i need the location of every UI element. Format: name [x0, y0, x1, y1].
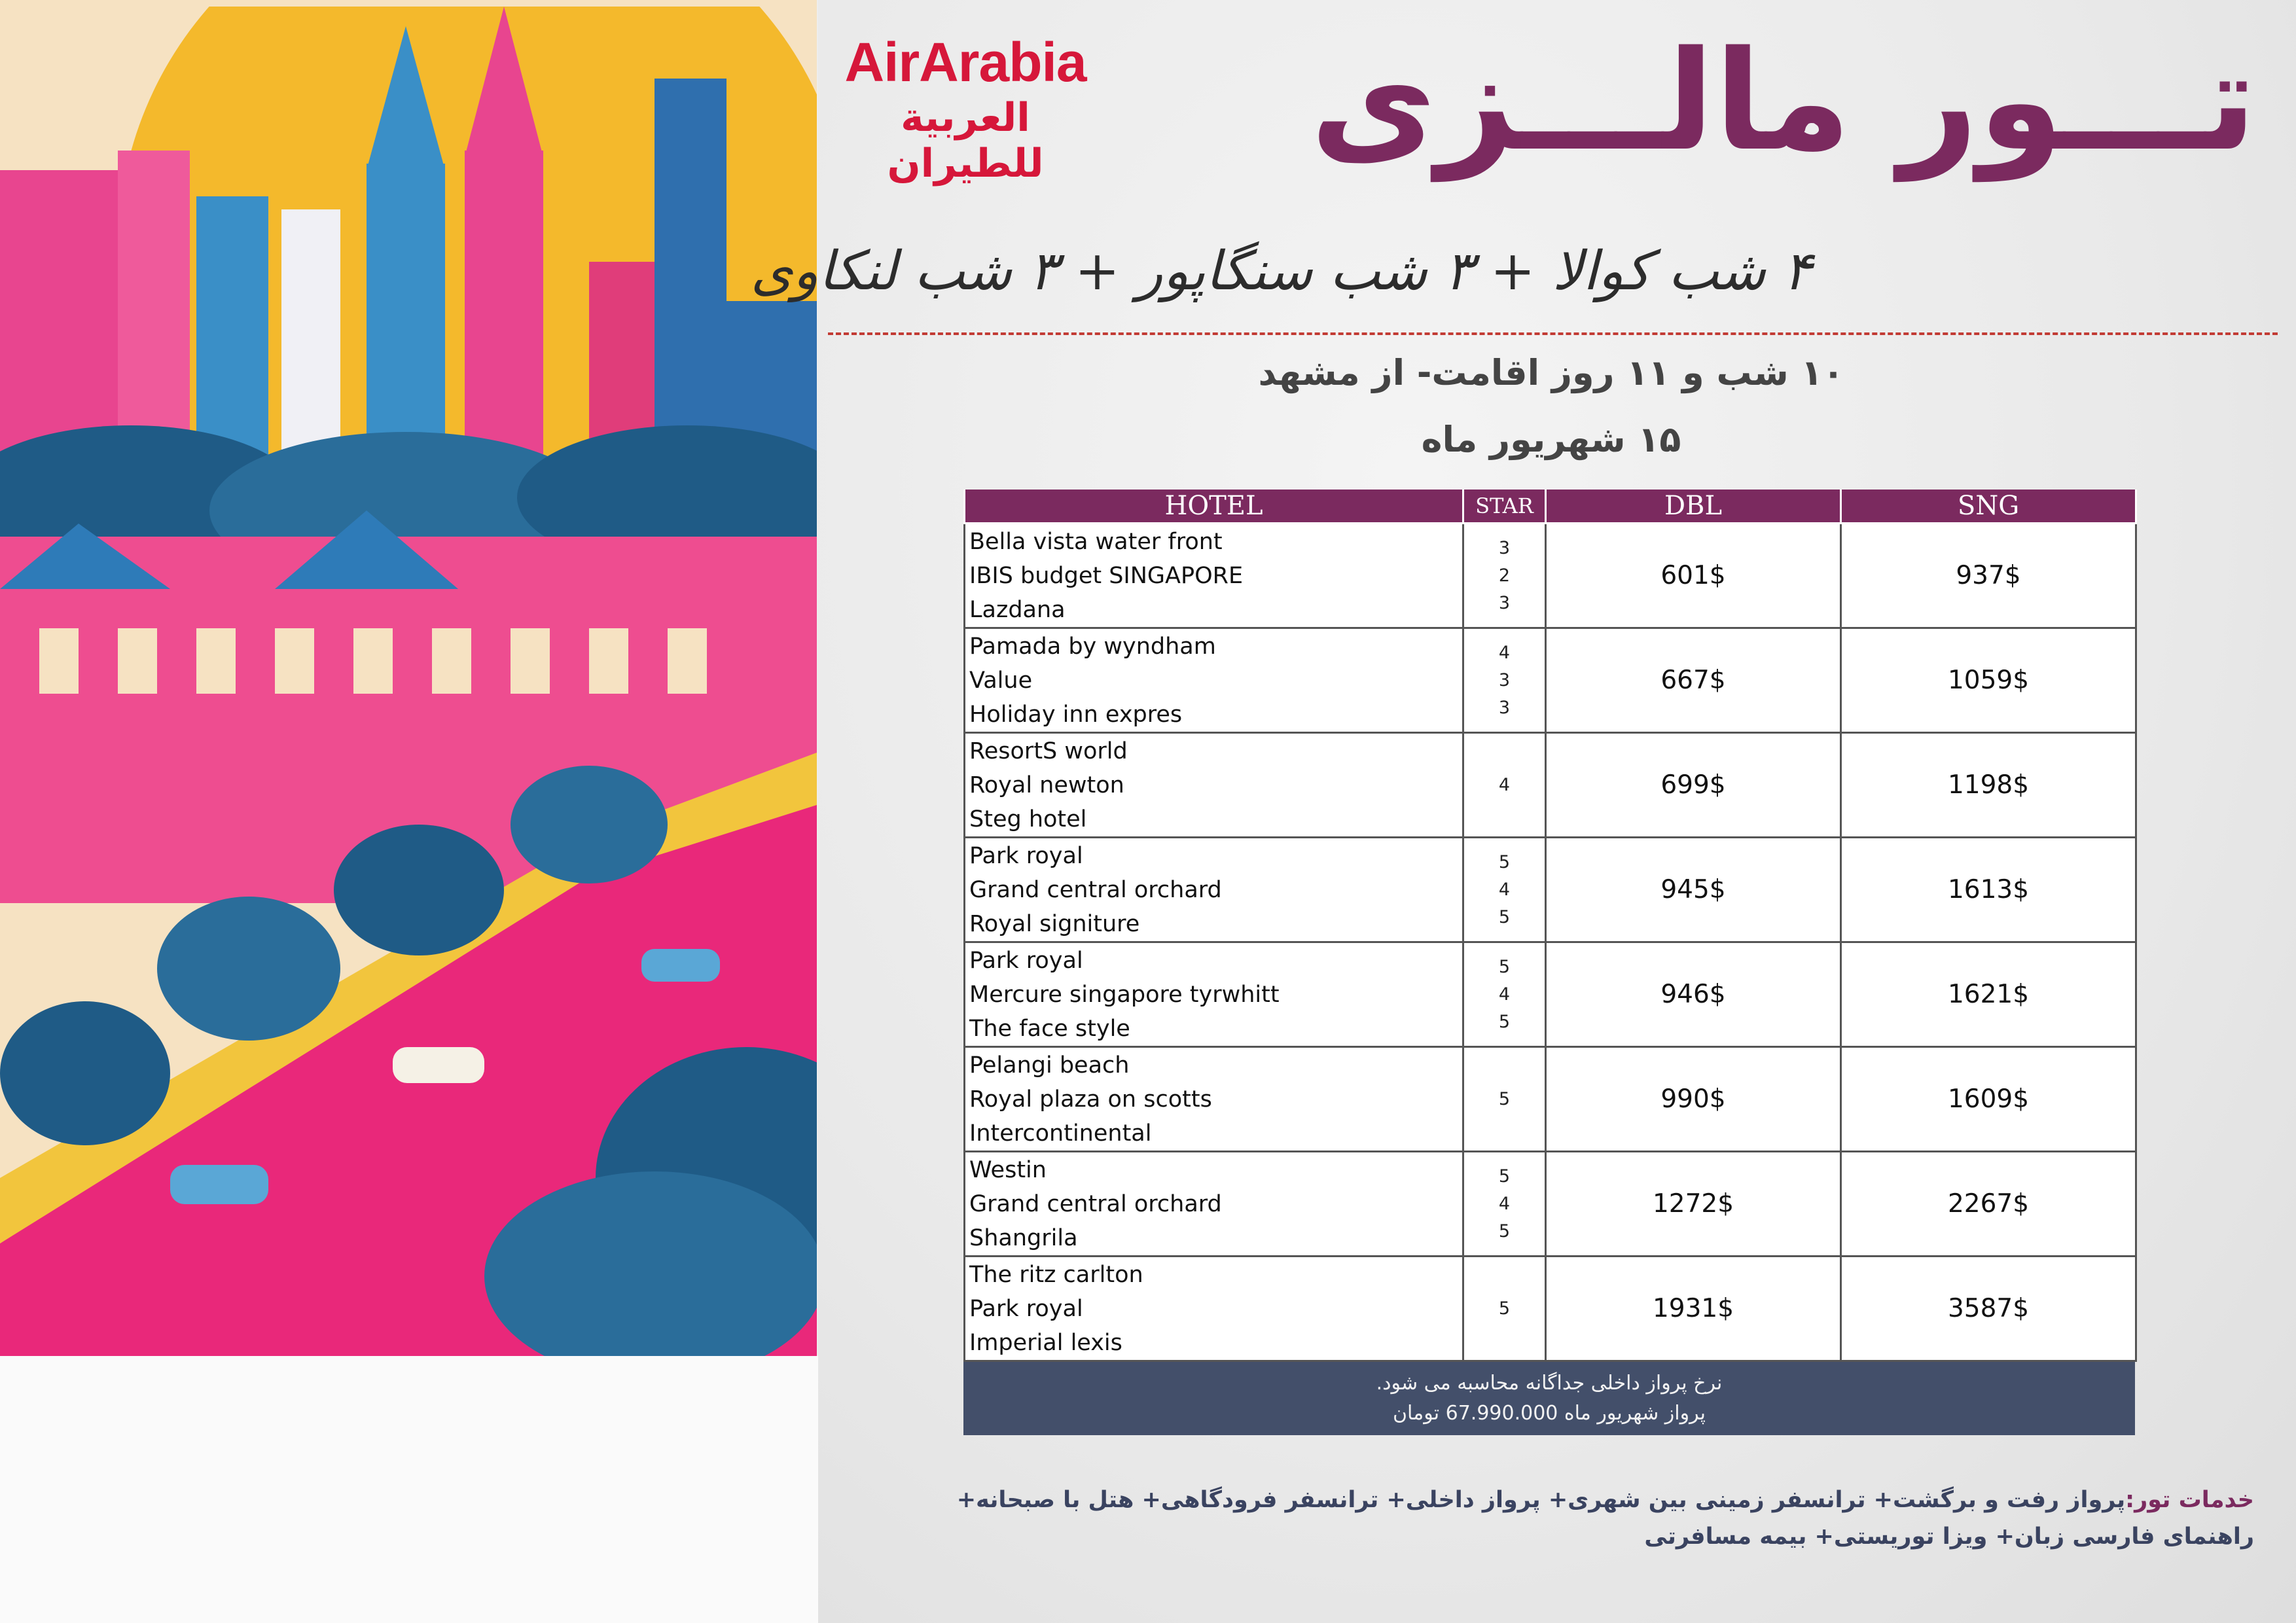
table-row: [965, 838, 2136, 942]
hotel-name: Intercontinental: [969, 1120, 1152, 1147]
hotel-name: Value: [969, 667, 1033, 694]
hotel-name: Mercure singapore tyrwhitt: [969, 981, 1280, 1008]
sng-price: 1059$: [1841, 628, 2136, 733]
hotel-cell: [965, 942, 1463, 1047]
header-hotel: HOTEL: [965, 490, 1463, 524]
hotel-cell: [965, 1047, 1463, 1152]
dbl-price: 1272$: [1546, 1152, 1841, 1257]
note-line-domestic: نرخ پرواز داخلی جداگانه محاسبه می شود.: [1376, 1372, 1723, 1395]
hotel-name: Royal plaza on scotts: [969, 1086, 1212, 1113]
sng-price: 937$: [1841, 524, 2136, 628]
hotel-name: Bella vista water front: [969, 528, 1223, 555]
table-row: [965, 733, 2136, 838]
star-cell: [1463, 628, 1546, 733]
header-star: STAR: [1463, 490, 1546, 524]
hotel-name: Steg hotel: [969, 806, 1087, 832]
star-rating: 4: [1498, 774, 1511, 795]
hotel-name: IBIS budget SINGAPORE: [969, 562, 1244, 589]
sng-price: 1198$: [1841, 733, 2136, 838]
star-rating: 4: [1498, 879, 1511, 900]
star-rating: 5: [1498, 1298, 1511, 1319]
tour-services: [880, 1482, 2254, 1555]
hotel-name: ResortS world: [969, 738, 1128, 764]
dbl-price: 699$: [1546, 733, 1841, 838]
table-row: [965, 524, 2136, 628]
star-rating: 5: [1498, 956, 1511, 977]
sng-price: 1621$: [1841, 942, 2136, 1047]
star-rating: 3: [1498, 537, 1511, 558]
star-rating: 5: [1498, 851, 1511, 872]
hotel-name: Royal signiture: [969, 910, 1140, 937]
star-rating: 5: [1498, 906, 1511, 927]
hotel-name: Pamada by wyndham: [969, 633, 1216, 660]
star-rating: 3: [1498, 592, 1511, 613]
hotel-cell: [965, 1152, 1463, 1257]
logo-english: AirArabia: [844, 31, 1086, 93]
hotel-cell: [965, 838, 1463, 942]
flight-note: [963, 1362, 2135, 1435]
dbl-price: 990$: [1546, 1047, 1841, 1152]
star-cell: [1463, 1152, 1546, 1257]
table-row: [965, 942, 2136, 1047]
star-rating: 2: [1498, 565, 1511, 586]
tour-itinerary: ۴ شب کوالا + ۳ شب سنگاپور + ۳ شب لنکاوی: [750, 240, 1812, 302]
hotel-name: Pelangi beach: [969, 1052, 1130, 1079]
hotel-name: Holiday inn expres: [969, 701, 1183, 728]
star-rating: 3: [1498, 697, 1511, 718]
table-row: [965, 1257, 2136, 1361]
hotel-name: Grand central orchard: [969, 876, 1222, 903]
airline-logo: [844, 29, 1086, 187]
hotel-name: Shangrila: [969, 1224, 1078, 1251]
star-cell: [1463, 733, 1546, 838]
logo-arabic: العربية للطيران: [887, 95, 1044, 187]
price-table: [963, 490, 2135, 1435]
hotel-name: Park royal: [969, 1295, 1083, 1322]
blank-area: [0, 1356, 818, 1623]
star-rating: 5: [1498, 1221, 1511, 1241]
star-cell: [1463, 838, 1546, 942]
star-cell: [1463, 1257, 1546, 1361]
sng-price: 1609$: [1841, 1047, 2136, 1152]
tour-duration: ۱۰ شب و ۱۱ روز اقامت- از مشهد: [1258, 352, 1844, 393]
hotel-name: Westin: [969, 1156, 1047, 1183]
star-rating: 4: [1498, 642, 1511, 663]
star-rating: 5: [1498, 1088, 1511, 1109]
sng-price: 2267$: [1841, 1152, 2136, 1257]
sng-price: 1613$: [1841, 838, 2136, 942]
city-illustration: [0, 0, 817, 1356]
dbl-price: 601$: [1546, 524, 1841, 628]
hotel-name: Lazdana: [969, 596, 1066, 623]
dashed-divider: [828, 332, 2278, 335]
table-row: [965, 628, 2136, 733]
hotel-name: The face style: [969, 1015, 1130, 1042]
services-text: پرواز رفت و برگشت+ ترانسفر زمینی بین شهری+ پرواز داخلی+ ترانسفر فرودگاهی+ هتل با صبحانه+ راهنمای فارسی زبان+ ویزا توریستی+ بیمه مسافرتی: [956, 1487, 2254, 1550]
hotel-cell: [965, 524, 1463, 628]
hotel-name: Park royal: [969, 947, 1083, 974]
star-cell: [1463, 942, 1546, 1047]
page-title: تـــور مالـــزی: [1310, 21, 2257, 181]
tour-date: ۱۵ شهریور ماه: [1421, 419, 1681, 460]
table-row: [965, 1152, 2136, 1257]
hotel-name: Imperial lexis: [969, 1329, 1122, 1356]
header-sng: SNG: [1841, 490, 2136, 524]
table-header-row: [965, 490, 2136, 524]
dbl-price: 945$: [1546, 838, 1841, 942]
hotel-name: The ritz carlton: [969, 1261, 1143, 1288]
star-rating: 5: [1498, 1166, 1511, 1186]
star-rating: 3: [1498, 669, 1511, 690]
hotel-cell: [965, 1257, 1463, 1361]
dbl-price: 946$: [1546, 942, 1841, 1047]
note-line-flight-price: پرواز شهریور ماه 67.990.000 تومان: [1392, 1402, 1706, 1425]
hotel-cell: [965, 733, 1463, 838]
header-dbl: DBL: [1546, 490, 1841, 524]
hotel-cell: [965, 628, 1463, 733]
star-cell: [1463, 1047, 1546, 1152]
hotel-name: Grand central orchard: [969, 1190, 1222, 1217]
sng-price: 3587$: [1841, 1257, 2136, 1361]
table-row: [965, 1047, 2136, 1152]
dbl-price: 667$: [1546, 628, 1841, 733]
hotel-name: Royal newton: [969, 772, 1124, 798]
star-rating: 4: [1498, 1193, 1511, 1214]
star-rating: 5: [1498, 1011, 1511, 1032]
services-label: خدمات تور:: [2125, 1487, 2254, 1513]
hotel-name: Park royal: [969, 842, 1083, 869]
dbl-price: 1931$: [1546, 1257, 1841, 1361]
star-cell: [1463, 524, 1546, 628]
star-rating: 4: [1498, 984, 1511, 1005]
